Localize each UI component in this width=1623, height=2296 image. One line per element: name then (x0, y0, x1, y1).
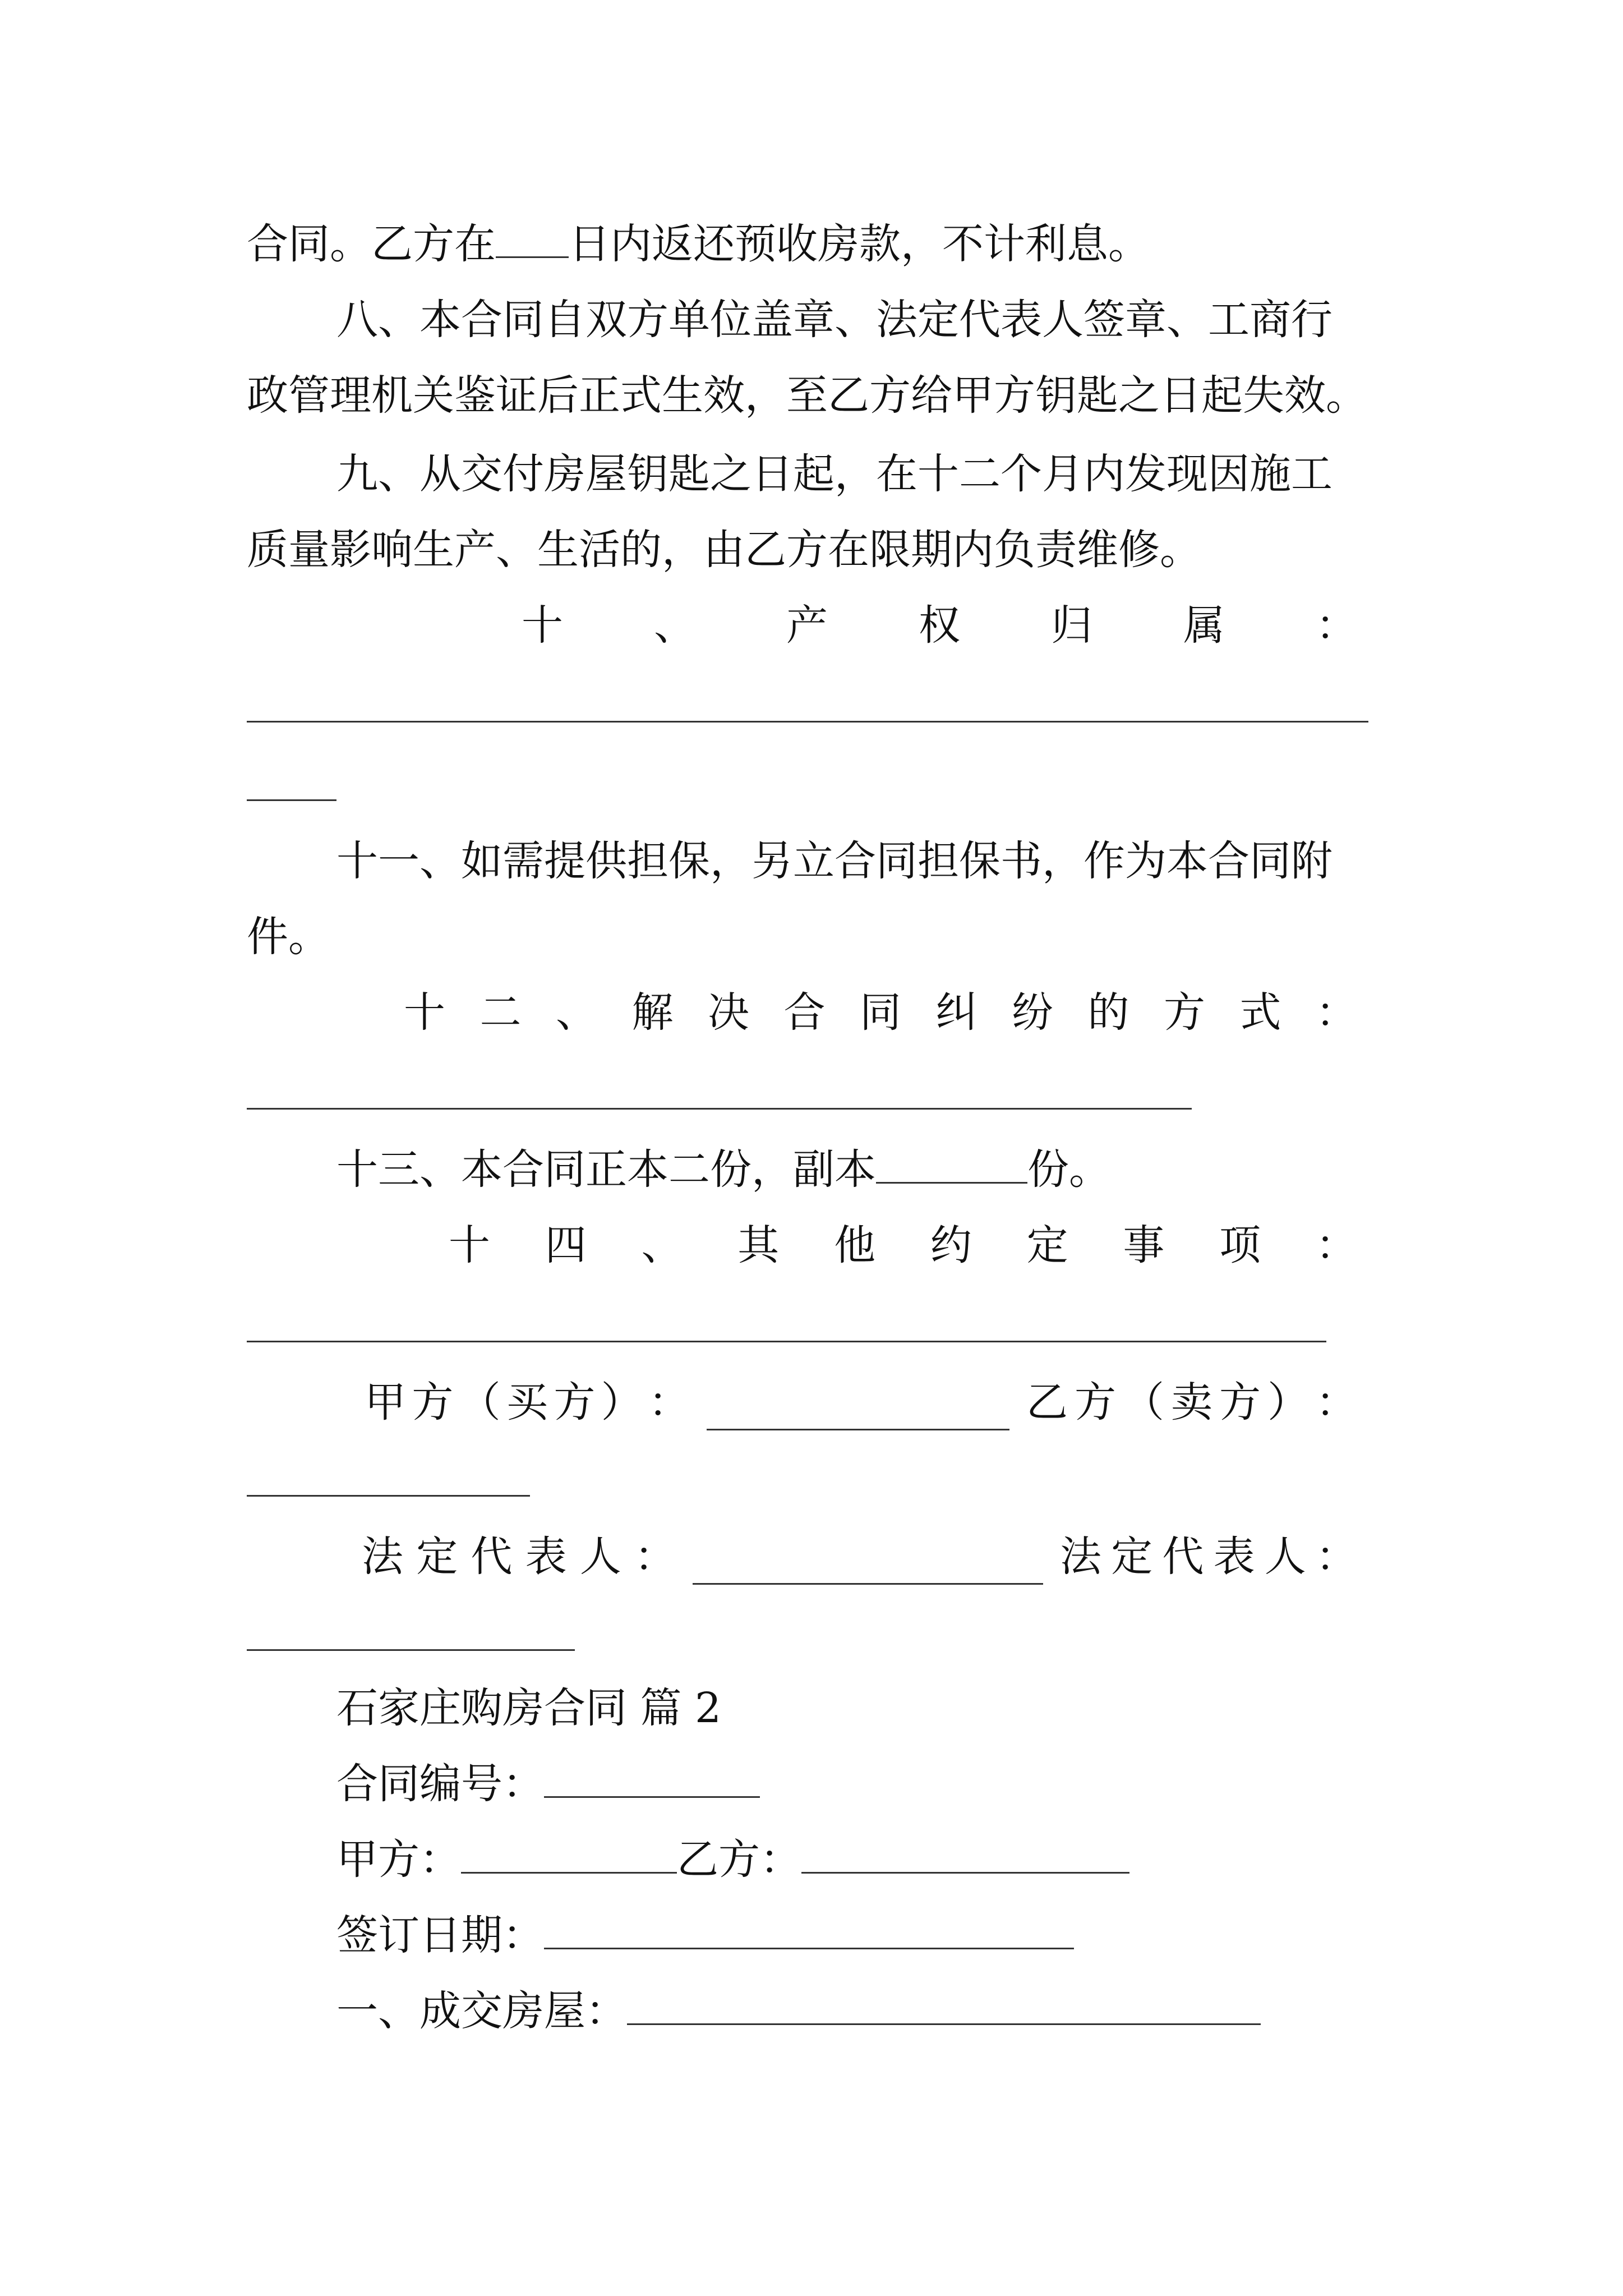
clause-12-char: 决 (708, 988, 749, 1037)
seller-label-char: 卖 (1171, 1378, 1212, 1427)
deal-property-label: 一、成交房屋： (336, 1987, 627, 2035)
buyer-rep-blank[interactable] (693, 1544, 1043, 1585)
clause-14-char: 、 (641, 1221, 683, 1269)
para-refund-before: 合同。乙方在 (247, 220, 496, 268)
legal-rep-line (362, 1529, 1357, 1585)
seller-label-char: 方 (1219, 1378, 1261, 1427)
buyer-label-char: 买 (506, 1378, 548, 1427)
seller-label-char: ： (1316, 1378, 1357, 1427)
contract-number-label: 合同编号： (336, 1760, 544, 1808)
clause-12-char: 的 (1087, 988, 1129, 1037)
clause-14-char: 约 (930, 1221, 972, 1269)
clause-12-heading (404, 984, 1357, 1041)
seller-label (1026, 1374, 1357, 1430)
clause-8-line-2: 政管理机关鉴证后正式生效，至乙方给甲方钥匙之日起失效。 (247, 371, 1367, 420)
clause-14-char: 事 (1123, 1221, 1165, 1269)
buyer-label (365, 1374, 690, 1430)
contract-number-blank[interactable] (544, 1757, 760, 1798)
buyer-rep-label (362, 1529, 676, 1585)
seller-label-char: （ (1123, 1378, 1164, 1427)
party-b-blank[interactable] (801, 1833, 1129, 1874)
property-rights-blank-1[interactable] (247, 721, 1368, 723)
buyer-rep-char: 定 (416, 1533, 458, 1581)
clause-13-before: 十三、本合同正本二份，副本 (336, 1145, 876, 1194)
clause-10-char: ： (1316, 601, 1357, 650)
other-terms-blank[interactable] (247, 1341, 1326, 1342)
clause-14-char: 定 (1026, 1221, 1068, 1269)
party-a-blank[interactable] (461, 1833, 677, 1874)
parties-line (336, 1832, 1129, 1888)
buyer-rep-char: 法 (362, 1533, 403, 1581)
buyer-rep-char: 人 (579, 1533, 621, 1581)
clause-13-after: 份。 (1027, 1145, 1110, 1194)
clause-10-char: 产 (786, 601, 828, 650)
buyer-rep-char: 表 (525, 1533, 567, 1581)
clause-14-char: 十 (449, 1221, 490, 1269)
contract-2-title: 石家庄购房合同 篇 2 (336, 1684, 722, 1732)
seller-rep-label (1060, 1529, 1357, 1585)
seller-rep-blank[interactable] (247, 1649, 575, 1651)
clause-12-char: 纷 (1012, 988, 1053, 1037)
clause-14-char: 项 (1219, 1221, 1261, 1269)
seller-rep-char: 表 (1213, 1533, 1255, 1581)
clause-11-line-2: 件。 (247, 913, 330, 961)
clause-12-char: 同 (860, 988, 901, 1037)
seller-rep-char: 法 (1060, 1533, 1101, 1581)
buyer-label-char: 甲 (365, 1378, 406, 1427)
clause-10-heading (522, 597, 1357, 654)
clause-10-char: 权 (919, 601, 960, 650)
clause-12-char: 式 (1239, 988, 1281, 1037)
dispute-method-blank[interactable] (247, 1108, 1192, 1110)
contract-number-line (336, 1756, 760, 1812)
clause-8-line-1: 八、本合同自双方单位盖章、法定代表人签章、工商行 (336, 296, 1332, 344)
clause-12-char: 十 (404, 988, 445, 1037)
party-signature-line (365, 1374, 1357, 1430)
clause-9-line-2: 质量影响生产、生活的，由乙方在限期内负责维修。 (247, 526, 1201, 574)
buyer-label-char: （ (459, 1378, 501, 1427)
clause-14-char: 四 (545, 1221, 587, 1269)
sign-date-blank[interactable] (544, 1908, 1074, 1949)
clause-12-char: 纠 (935, 988, 978, 1037)
buyer-label-char: ） (601, 1378, 643, 1427)
clause-12-char: ： (1316, 988, 1357, 1037)
seller-rep-char: 人 (1264, 1533, 1306, 1581)
buyer-rep-char: 代 (471, 1533, 513, 1581)
seller-rep-char: 定 (1111, 1533, 1153, 1581)
copies-count-blank[interactable] (876, 1143, 1027, 1184)
seller-label-char: ） (1267, 1378, 1309, 1427)
seller-rep-char: 代 (1162, 1533, 1204, 1581)
clause-12-char: 解 (631, 988, 674, 1037)
clause-12-char: 、 (556, 988, 597, 1037)
clause-14-char: 其 (737, 1221, 780, 1269)
seller-label-char: 乙 (1026, 1378, 1068, 1427)
buyer-label-char: 方 (554, 1378, 596, 1427)
para-refund-after: 日内返还预收房款，不计利息。 (569, 220, 1150, 268)
refund-days-blank[interactable] (496, 217, 569, 258)
clause-10-char: 十 (522, 601, 563, 650)
clause-11-line-1: 十一、如需提供担保，另立合同担保书，作为本合同附 (336, 837, 1332, 885)
sign-date-label: 签订日期： (336, 1911, 544, 1959)
clause-12-char: 合 (783, 988, 826, 1037)
buyer-rep-char: ： (634, 1533, 676, 1581)
property-rights-blank-2[interactable] (247, 799, 336, 801)
party-a-label: 甲方： (336, 1835, 461, 1884)
clause-12-char: 方 (1164, 988, 1205, 1037)
clause-14-heading (449, 1217, 1357, 1273)
clause-9-line-1: 九、从交付房屋钥匙之日起，在十二个月内发现因施工 (336, 450, 1332, 498)
seller-label-char: 方 (1075, 1378, 1116, 1427)
buyer-label-char: 方 (412, 1378, 454, 1427)
seller-rep-char: ： (1315, 1533, 1357, 1581)
buyer-label-char: ： (648, 1378, 690, 1427)
seller-name-blank[interactable] (247, 1495, 530, 1497)
clause-13-line (336, 1142, 1110, 1198)
clause-12-char: 二 (479, 988, 522, 1037)
buyer-name-blank[interactable] (707, 1389, 1009, 1430)
clause-14-char: 他 (834, 1221, 876, 1269)
clause-10-char: 、 (654, 601, 695, 650)
clause-10-char: 归 (1051, 601, 1092, 650)
clause-14-char: ： (1315, 1221, 1357, 1269)
clause-10-char: 属 (1183, 601, 1225, 650)
sign-date-line (336, 1907, 1074, 1963)
deal-property-blank[interactable] (627, 1984, 1261, 2025)
deal-property-line (336, 1983, 1261, 2039)
party-b-label: 乙方： (677, 1835, 801, 1884)
para-refund-line (247, 216, 1150, 272)
